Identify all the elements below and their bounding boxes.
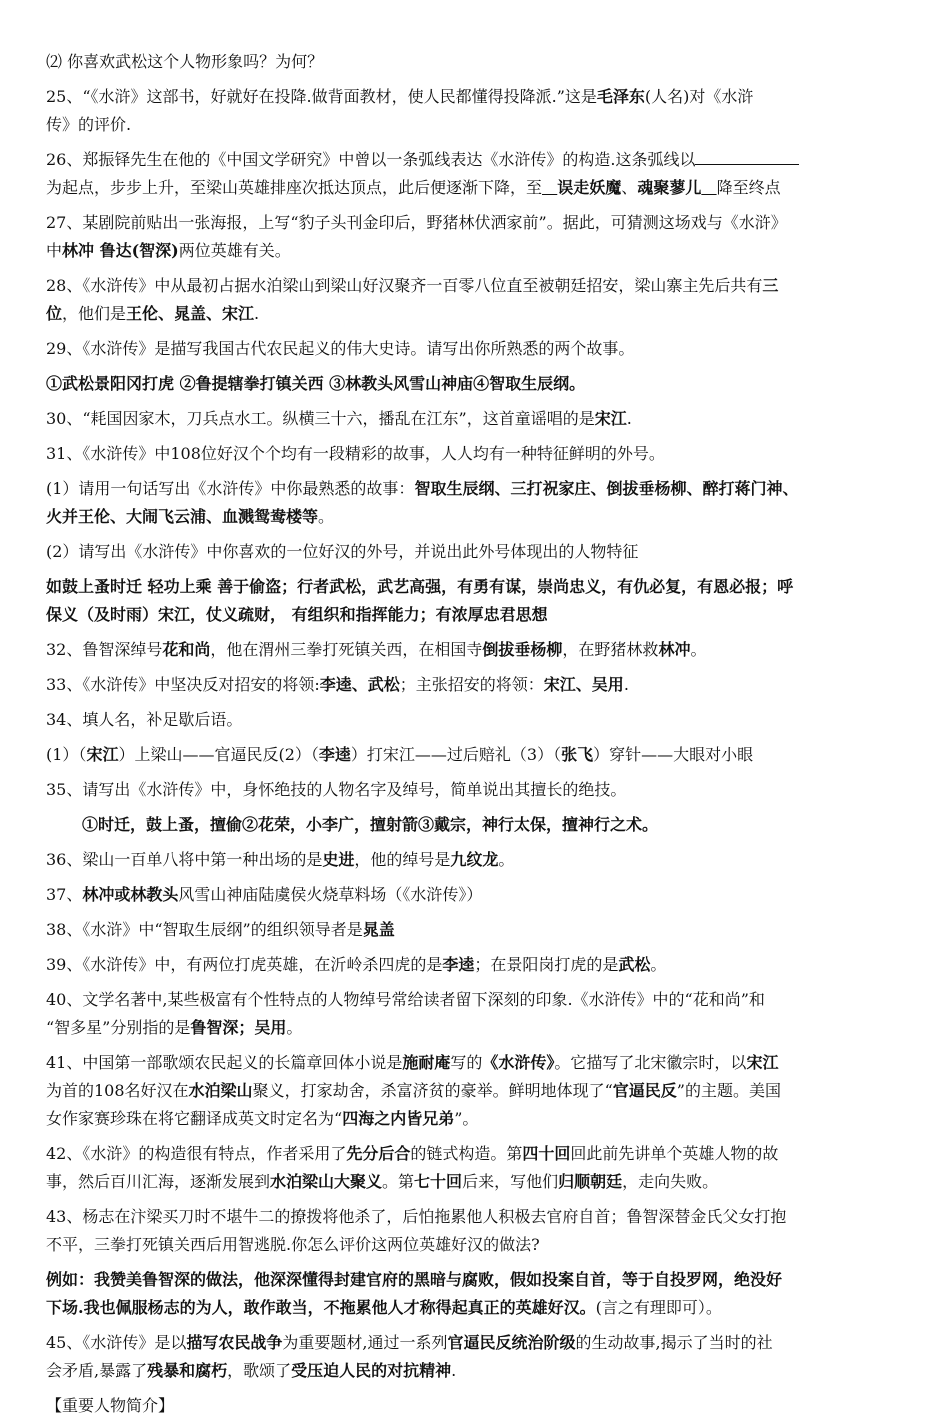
text-line: [46, 300, 904, 328]
text-segment: 45、《水浒传》是以: [46, 1333, 187, 1352]
text-segment: ，歌颂了: [227, 1361, 292, 1380]
text-segment: 29、《水浒传》是描写我国古代农民起义的伟大史诗。请写出你所熟悉的两个故事。: [46, 339, 635, 358]
text-segment: 【重要人物简介】: [46, 1396, 175, 1415]
text-line: [46, 83, 904, 111]
text-segment: 中: [46, 241, 63, 260]
text-segment: 。第: [382, 1172, 415, 1191]
text-segment: 40、文学名著中,某些极富有个性特点的人物绰号常给读者留下深刻的印象.《水浒传》中的“花和尚”和: [46, 990, 765, 1009]
text-line: [46, 475, 904, 503]
text-segment: 的生动故事,揭示了当时的社: [575, 1333, 773, 1352]
text-segment: 34、填人名，补足歇后语。: [46, 710, 243, 729]
paragraph-gap: [46, 531, 904, 538]
answer-text: 林冲: [658, 640, 691, 659]
text-segment: .: [254, 304, 260, 323]
text-segment: 25、“《水浒》这部书，好就好在投降.做背面教材，使人民都懂得投降派.”这是: [46, 87, 597, 106]
paragraph-gap: [46, 664, 904, 671]
answer-text: ①时迁，鼓上蚤，擅偷②花荣，小李广，擅射箭③戴宗，神行太保，擅神行之术。: [82, 815, 659, 834]
text-segment: 事，然后百川汇海，逐渐发展到: [46, 1172, 271, 1191]
answer-text: 误走妖魔: [557, 178, 622, 197]
underline-blank: [701, 178, 716, 197]
answer-text: 施耐庵: [402, 1053, 451, 1072]
text-segment: ，走向失败。: [622, 1172, 719, 1191]
paragraph-gap: [46, 769, 904, 776]
text-segment: ，他在渭州三拳打死镇关西，在相国寺: [210, 640, 483, 659]
text-segment: (1）（: [46, 745, 87, 764]
paragraph-gap: [46, 398, 904, 405]
answer-text: 水泊梁山大聚义: [270, 1172, 383, 1191]
text-segment: 为重要题材,通过一系列: [282, 1333, 448, 1352]
text-line: [46, 986, 904, 1014]
answer-text: 李逵: [318, 745, 351, 764]
text-line: [46, 174, 904, 202]
paragraph-gap: [46, 265, 904, 272]
answer-text: 武松: [618, 955, 651, 974]
text-segment: (2）请写出《水浒传》中你喜欢的一位好汉的外号，并说出此外号体现出的人物特征: [46, 542, 639, 561]
answer-text: 保义（及时雨）宋江，仗义疏财， 有组织和指挥能力；有浓厚忠君思想: [46, 605, 548, 624]
text-segment: 31、《水浒传》中108位好汉个个均有一段精彩的故事，人人均有一种特征鲜明的外号。: [46, 444, 665, 463]
text-segment: 42、《水浒》的构造很有特点，作者采用了: [46, 1144, 347, 1163]
paragraph-gap: [46, 202, 904, 209]
text-segment: 回此前先讲单个英雄人物的故: [570, 1144, 779, 1163]
text-segment: 为首的108名好汉在: [46, 1081, 189, 1100]
text-segment: 。: [690, 640, 707, 659]
paragraph-gap: [46, 76, 904, 83]
text-segment: ，他们是: [62, 304, 127, 323]
text-segment: 会矛盾,暴露了: [46, 1361, 148, 1380]
text-segment: 传》的评价.: [46, 115, 132, 134]
text-line: [46, 48, 904, 76]
text-segment: ；主张招安的将领：: [399, 675, 544, 694]
text-line: [46, 1294, 904, 1322]
text-line: [46, 636, 904, 664]
paragraph-gap: [46, 629, 904, 636]
answer-text: 宋江: [746, 1053, 779, 1072]
text-segment: (言之有理即可）。: [595, 1298, 722, 1317]
text-line: [46, 146, 904, 174]
document-page: [46, 48, 904, 1420]
text-line: [46, 538, 904, 566]
text-segment: (1）请用一句话写出《水浒传》中你最熟悉的故事：: [46, 479, 415, 498]
text-line: [46, 951, 904, 979]
answer-text: 林冲或林教头: [82, 885, 179, 904]
paragraph-gap: [46, 804, 904, 811]
answer-text: 如鼓上蚤时迁 轻功上乘 善于偷盗；行者武松，武艺高强，有勇有谋，崇尚忠义，有仇必复，有恩必报；呼: [46, 577, 794, 596]
text-line: [46, 335, 904, 363]
answer-text: 晁盖: [362, 920, 395, 939]
answer-text: 花和尚: [162, 640, 211, 659]
text-segment: .: [626, 409, 632, 428]
answer-text: 受压迫人民的对抗精神: [291, 1361, 452, 1380]
text-segment: 。: [650, 955, 667, 974]
paragraph-gap: [46, 874, 904, 881]
text-line: [46, 370, 904, 398]
text-segment: ，他的绰号是: [354, 850, 451, 869]
text-segment: 。: [318, 507, 335, 526]
text-segment: 女作家赛珍珠在将它翻译成英文时定名为“: [46, 1109, 343, 1128]
text-segment: .: [623, 675, 629, 694]
text-segment: 32、鲁智深绰号: [46, 640, 163, 659]
paragraph-gap: [46, 944, 904, 951]
answer-text: 倒拔垂杨柳: [482, 640, 563, 659]
answer-text: 官逼民反统治阶级: [447, 1333, 576, 1352]
paragraph-gap: [46, 139, 904, 146]
text-segment: 。: [286, 1018, 303, 1037]
text-segment: (人名)对《水浒: [644, 87, 754, 106]
text-line: [46, 1329, 904, 1357]
text-segment: 为起点，步步上升，至梁山英雄排座次抵达顶点，此后便逐渐下降，至: [46, 178, 543, 197]
text-line: [46, 1392, 904, 1420]
answer-text: 归顺朝廷: [558, 1172, 623, 1191]
text-line: [46, 111, 904, 139]
answer-text: 下场.我也佩服杨志的为人，敢作敢当，不拖累他人才称得起真正的英雄好汉。: [46, 1298, 596, 1317]
answer-text: 官逼民反: [612, 1081, 677, 1100]
answer-text: ①武松景阳冈打虎 ②鲁提辖拳打镇关西 ③林教头风雪山神庙④智取生辰纲。: [46, 374, 586, 393]
text-segment: “智多星”分别指的是: [46, 1018, 191, 1037]
text-segment: ，在野猪林救: [562, 640, 659, 659]
text-line: [46, 741, 904, 769]
paragraph-gap: [46, 699, 904, 706]
paragraph-gap: [46, 468, 904, 475]
text-line: [46, 811, 904, 839]
text-segment: ”的主题。美国: [676, 1081, 781, 1100]
fill-in-blank: [695, 150, 799, 165]
answer-text: 史进: [322, 850, 355, 869]
answer-text: 火并王伦、大闹飞云浦、血溅鸳鸯楼等: [46, 507, 319, 526]
text-segment: 26、郑振铎先生在他的《中国文学研究》中曾以一条弧线表达《水浒传》的构造.这条弧线以: [46, 150, 696, 169]
paragraph-gap: [46, 909, 904, 916]
answer-text: 残暴和腐朽: [147, 1361, 228, 1380]
answer-text: 宋江、吴用: [543, 675, 624, 694]
text-segment: ⑵ 你喜欢武松这个人物形象吗？为何？: [46, 52, 324, 71]
answer-text: 四十回: [522, 1144, 571, 1163]
text-segment: 后来，写他们: [462, 1172, 559, 1191]
paragraph-gap: [46, 1133, 904, 1140]
text-line: [46, 237, 904, 265]
answer-text: 张飞: [561, 745, 594, 764]
text-segment: ）上梁山——官逼民反(2）（: [118, 745, 319, 764]
text-segment: 35、请写出《水浒传》中，身怀绝技的人物名字及绰号，简单说出其擅长的绝技。: [46, 780, 627, 799]
text-segment: ）打宋江——过后赔礼（3）（: [350, 745, 562, 764]
text-segment: 36、梁山一百单八将中第一种出场的是: [46, 850, 323, 869]
paragraph-gap: [46, 566, 904, 573]
text-line: [46, 1077, 904, 1105]
paragraph-gap: [46, 1385, 904, 1392]
text-segment: 30、“耗国因家木，刀兵点水工。纵横三十六，播乱在江东”，这首童谣唱的是: [46, 409, 595, 428]
text-segment: 两位英雄有关。: [178, 241, 291, 260]
text-line: [46, 1105, 904, 1133]
text-line: [46, 573, 904, 601]
text-segment: 降至终点: [716, 178, 781, 197]
text-segment: 27、某剧院前贴出一张海报，上写“豹子头刊金印后，野猪林伏洒家前”。据此，可猜测这场戏与《水浒》: [46, 213, 787, 232]
text-segment: 聚义，打家劫舍，杀富济贫的豪举。鲜明地体现了“: [252, 1081, 613, 1100]
answer-text: 李逵: [442, 955, 475, 974]
text-line: [46, 1203, 904, 1231]
text-line: [46, 601, 904, 629]
answer-text: 《水浒传》: [482, 1053, 555, 1072]
paragraph-gap: [46, 1042, 904, 1049]
text-line: [46, 881, 904, 909]
text-line: [46, 1140, 904, 1168]
answer-text: 王伦、晁盖、宋江: [126, 304, 255, 323]
answer-text: 先分后合: [346, 1144, 411, 1163]
answer-text: 魂聚蓼儿: [637, 178, 702, 197]
text-segment: 风雪山神庙陆虞侯火烧草料场（《水浒传》）: [178, 885, 483, 904]
text-line: [46, 405, 904, 433]
answer-text: 描写农民战争: [186, 1333, 283, 1352]
text-line: [46, 440, 904, 468]
text-segment: ；在景阳岗打虎的是: [474, 955, 619, 974]
text-segment: 28、《水浒传》中从最初占据水泊梁山到梁山好汉聚齐一百零八位直至被朝廷招安，梁山寨主先后共有: [46, 276, 763, 295]
text-segment: 41、中国第一部歌颂农民起义的长篇章回体小说是: [46, 1053, 403, 1072]
answer-text: 三: [762, 276, 779, 295]
answer-text: 九纹龙: [450, 850, 499, 869]
answer-text: 林冲 鲁达(智深): [62, 241, 179, 260]
text-segment: 。: [498, 850, 515, 869]
text-segment: .: [451, 1361, 457, 1380]
text-segment: 38、《水浒》中“智取生辰纲”的组织领导者是: [46, 920, 363, 939]
answer-text: 水泊梁山: [188, 1081, 253, 1100]
answer-text: 四海之内皆兄弟: [342, 1109, 455, 1128]
text-line: [46, 1014, 904, 1042]
text-line: [46, 1357, 904, 1385]
paragraph-gap: [46, 979, 904, 986]
answer-text: 李逵、武松: [319, 675, 400, 694]
text-segment: 的链式构造。第: [410, 1144, 523, 1163]
text-segment: 43、杨志在汴梁买刀时不堪牛二的撩拨将他杀了，后怕拖累他人积极去官府自首；鲁智深替金氏父女打抱: [46, 1207, 787, 1226]
text-line: [46, 916, 904, 944]
text-line: [46, 209, 904, 237]
text-segment: ）穿针——大眼对小眼: [593, 745, 754, 764]
paragraph-gap: [46, 328, 904, 335]
answer-text: 宋江: [86, 745, 119, 764]
text-segment: 写的: [450, 1053, 483, 1072]
paragraph-gap: [46, 1259, 904, 1266]
paragraph-gap: [46, 839, 904, 846]
answer-text: 毛泽东: [596, 87, 645, 106]
text-segment: 33、《水浒传》中坚决反对招安的将领:: [46, 675, 320, 694]
text-line: [46, 272, 904, 300]
answer-text: 七十回: [414, 1172, 463, 1191]
answer-text: 鲁智深；吴用: [190, 1018, 287, 1037]
text-segment: 。它描写了北宋徽宗时，以: [554, 1053, 747, 1072]
paragraph-gap: [46, 1196, 904, 1203]
paragraph-gap: [46, 363, 904, 370]
text-line: [46, 776, 904, 804]
text-segment: ”。: [454, 1109, 479, 1128]
paragraph-gap: [46, 734, 904, 741]
text-line: [46, 1168, 904, 1196]
underline-blank: [542, 178, 557, 197]
text-line: [46, 846, 904, 874]
text-line: [46, 671, 904, 699]
answer-text: 位: [46, 304, 63, 323]
text-segment: 37、: [46, 885, 83, 904]
answer-text: 宋江: [594, 409, 627, 428]
answer-text: 智取生辰纲、三打祝家庄、倒拔垂杨柳、醉打蒋门神、: [414, 479, 799, 498]
text-line: [46, 1231, 904, 1259]
answer-text: 例如：我赞美鲁智深的做法，他深深懂得封建官府的黑暗与腐败，假如投案自首，等于自投罗网，绝没好: [46, 1270, 783, 1289]
paragraph-gap: [46, 433, 904, 440]
text-line: [46, 1266, 904, 1294]
text-segment: 39、《水浒传》中，有两位打虎英雄，在沂岭杀四虎的是: [46, 955, 443, 974]
text-segment: 、: [621, 178, 638, 197]
text-line: [46, 503, 904, 531]
text-segment: 不平，三拳打死镇关西后用智逃脱.你怎么评价这两位英雄好汉的做法?: [46, 1235, 540, 1254]
text-line: [46, 706, 904, 734]
text-line: [46, 1049, 904, 1077]
paragraph-gap: [46, 1322, 904, 1329]
